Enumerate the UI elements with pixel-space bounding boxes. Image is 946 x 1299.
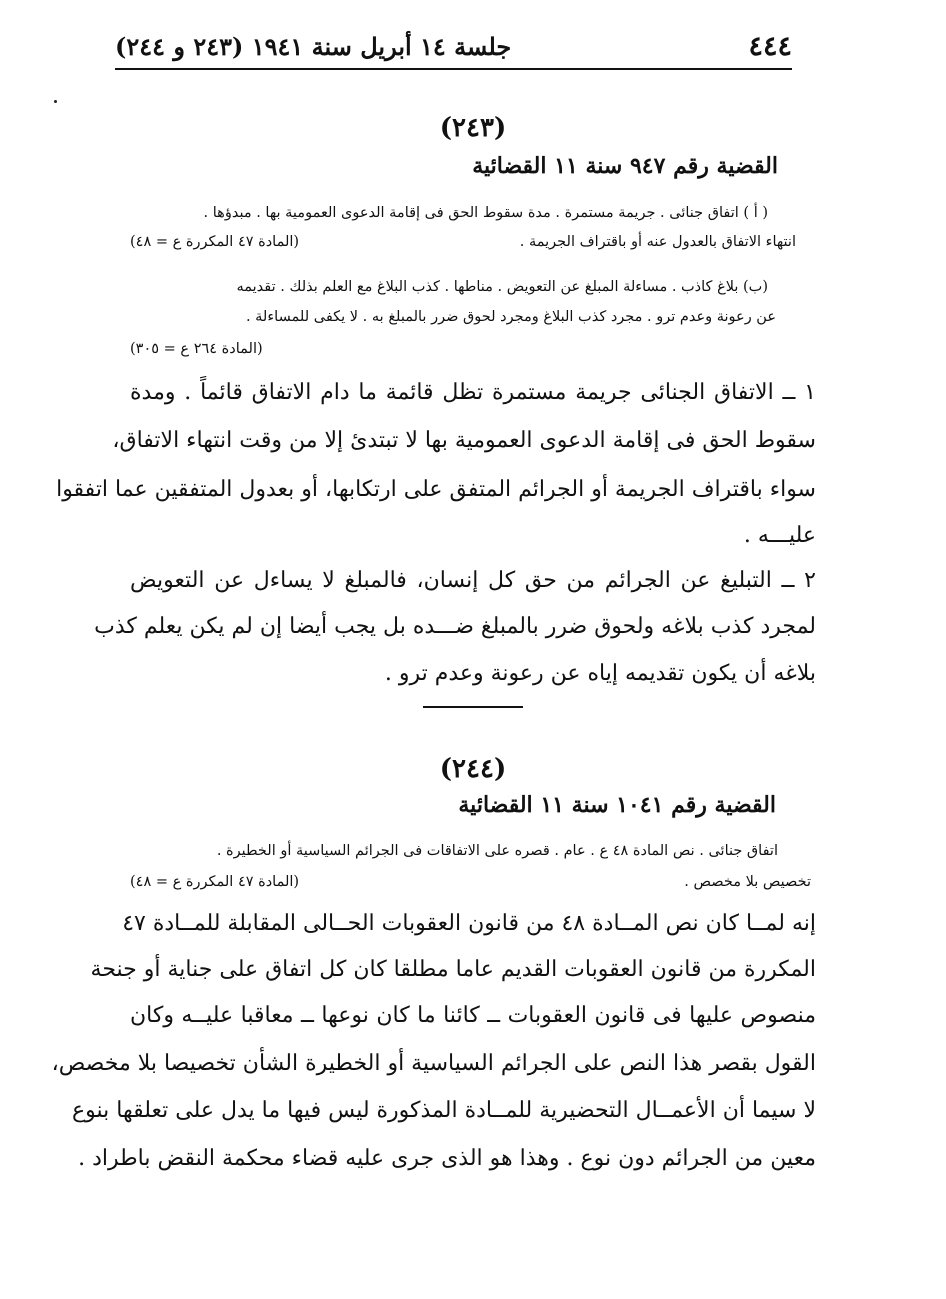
running-title: جلسة ١٤ أبريل سنة ١٩٤١ (٢٤٣ و ٢٤٤) [115,31,512,61]
case-243-number: (٢٤٣) [439,113,507,143]
case-243-headnote-a-ref: (المادة ٤٧ المكررة ع = ٤٨) [130,234,300,250]
case-244-number: (٢٤٤) [439,754,507,784]
case-243-body-line: لمجرد كذب بلاغه ولحوق ضرر بالمبلغ ضـــده بل يجب أيضا إن لم يكن يعلم كذب [94,614,816,639]
case-244-body-line: القول بقصر هذا النص على الجرائم السياسية أو الخطيرة الشأن تخصيصا بلا مخصص، [51,1051,816,1076]
case-243-body-line: ٢ ــ التبليغ عن الجرائم من حق كل إنسان، فالمبلغ لا يساءل عن التعويض [130,568,816,593]
case-243-headnote-b-line1: (ب) بلاغ كاذب . مساءلة المبلغ عن التعويض . مناطها . كذب البلاغ مع العلم بذلك . تقديمه [236,279,768,295]
case-243-body-line: عليـــه . [743,523,816,548]
case-243-body-line: ١ ــ الاتفاق الجنائى جريمة مستمرة تظل قائمة ما دام الاتفاق قائماً . ومدة [130,380,816,405]
case-243-body-line: بلاغه أن يكون تقديمه إياه عن رعونة وعدم ترو . [384,661,816,686]
case-244-body-line: إنه لمــا كان نص المــادة ٤٨ من قانون العقوبات الحــالى المقابلة للمــادة ٤٧ [122,911,816,936]
page-header [115,26,792,66]
ink-speck [54,100,57,103]
case-244-body-line: المكررة من قانون العقوبات القديم عاما مطلقا كان كل اتفاق على جناية أو جنحة [90,957,816,982]
page-number: ٤٤٤ [748,30,792,62]
case-243-headnote-b-ref: (المادة ٢٦٤ ع = ٣٠٥) [130,341,263,357]
section-separator [423,706,523,708]
case-244-body-line: منصوص عليها فى قانون العقوبات ــ كائنا ما كان نوعها ــ معاقبا عليــه وكان [130,1003,816,1028]
header-rule [115,68,792,70]
case-244-body-line: لا سيما أن الأعمــال التحضيرية للمــادة المذكورة ليس فيها ما يدل على تعلقها بنوع [72,1098,816,1123]
case-243-headnote-b-line2: عن رعونة وعدم ترو . مجرد كذب البلاغ ومجرد لحوق ضرر بالمبلغ به . لا يكفى للمساءلة . [245,309,776,325]
case-244-body-line: معين من الجرائم دون نوع . وهذا هو الذى جرى عليه قضاء محكمة النقض باطراد . [78,1146,816,1171]
case-243-headnote-a-line1: ( أ ) اتفاق جنائى . جريمة مستمرة . مدة سقوط الحق فى إقامة الدعوى العمومية بها . مبدؤها . [203,205,768,221]
case-243-body-line: سقوط الحق فى إقامة الدعوى العمومية بها لا تبتدئ إلا من وقت انتهاء الاتفاق، [112,428,816,453]
case-243-title: القضية رقم ٩٤٧ سنة ١١ القضائية [472,153,778,179]
case-244-headnote-line2: تخصيص بلا مخصص . [684,874,811,890]
case-244-headnote-line1: اتفاق جنائى . نص المادة ٤٨ ع . عام . قصره على الاتفاقات فى الجرائم السياسية أو الخطيرة . [216,843,778,859]
case-244-title: القضية رقم ١٠٤١ سنة ١١ القضائية [458,792,776,818]
case-244-headnote-ref: (المادة ٤٧ المكررة ع = ٤٨) [130,874,300,890]
case-243-headnote-a-line2: انتهاء الاتفاق بالعدول عنه أو باقتراف الجريمة . [519,234,796,250]
case-243-body-line: سواء باقتراف الجريمة أو الجرائم المتفق على ارتكابها، أو بعدول المتفقين عما اتفقوا [56,477,816,502]
